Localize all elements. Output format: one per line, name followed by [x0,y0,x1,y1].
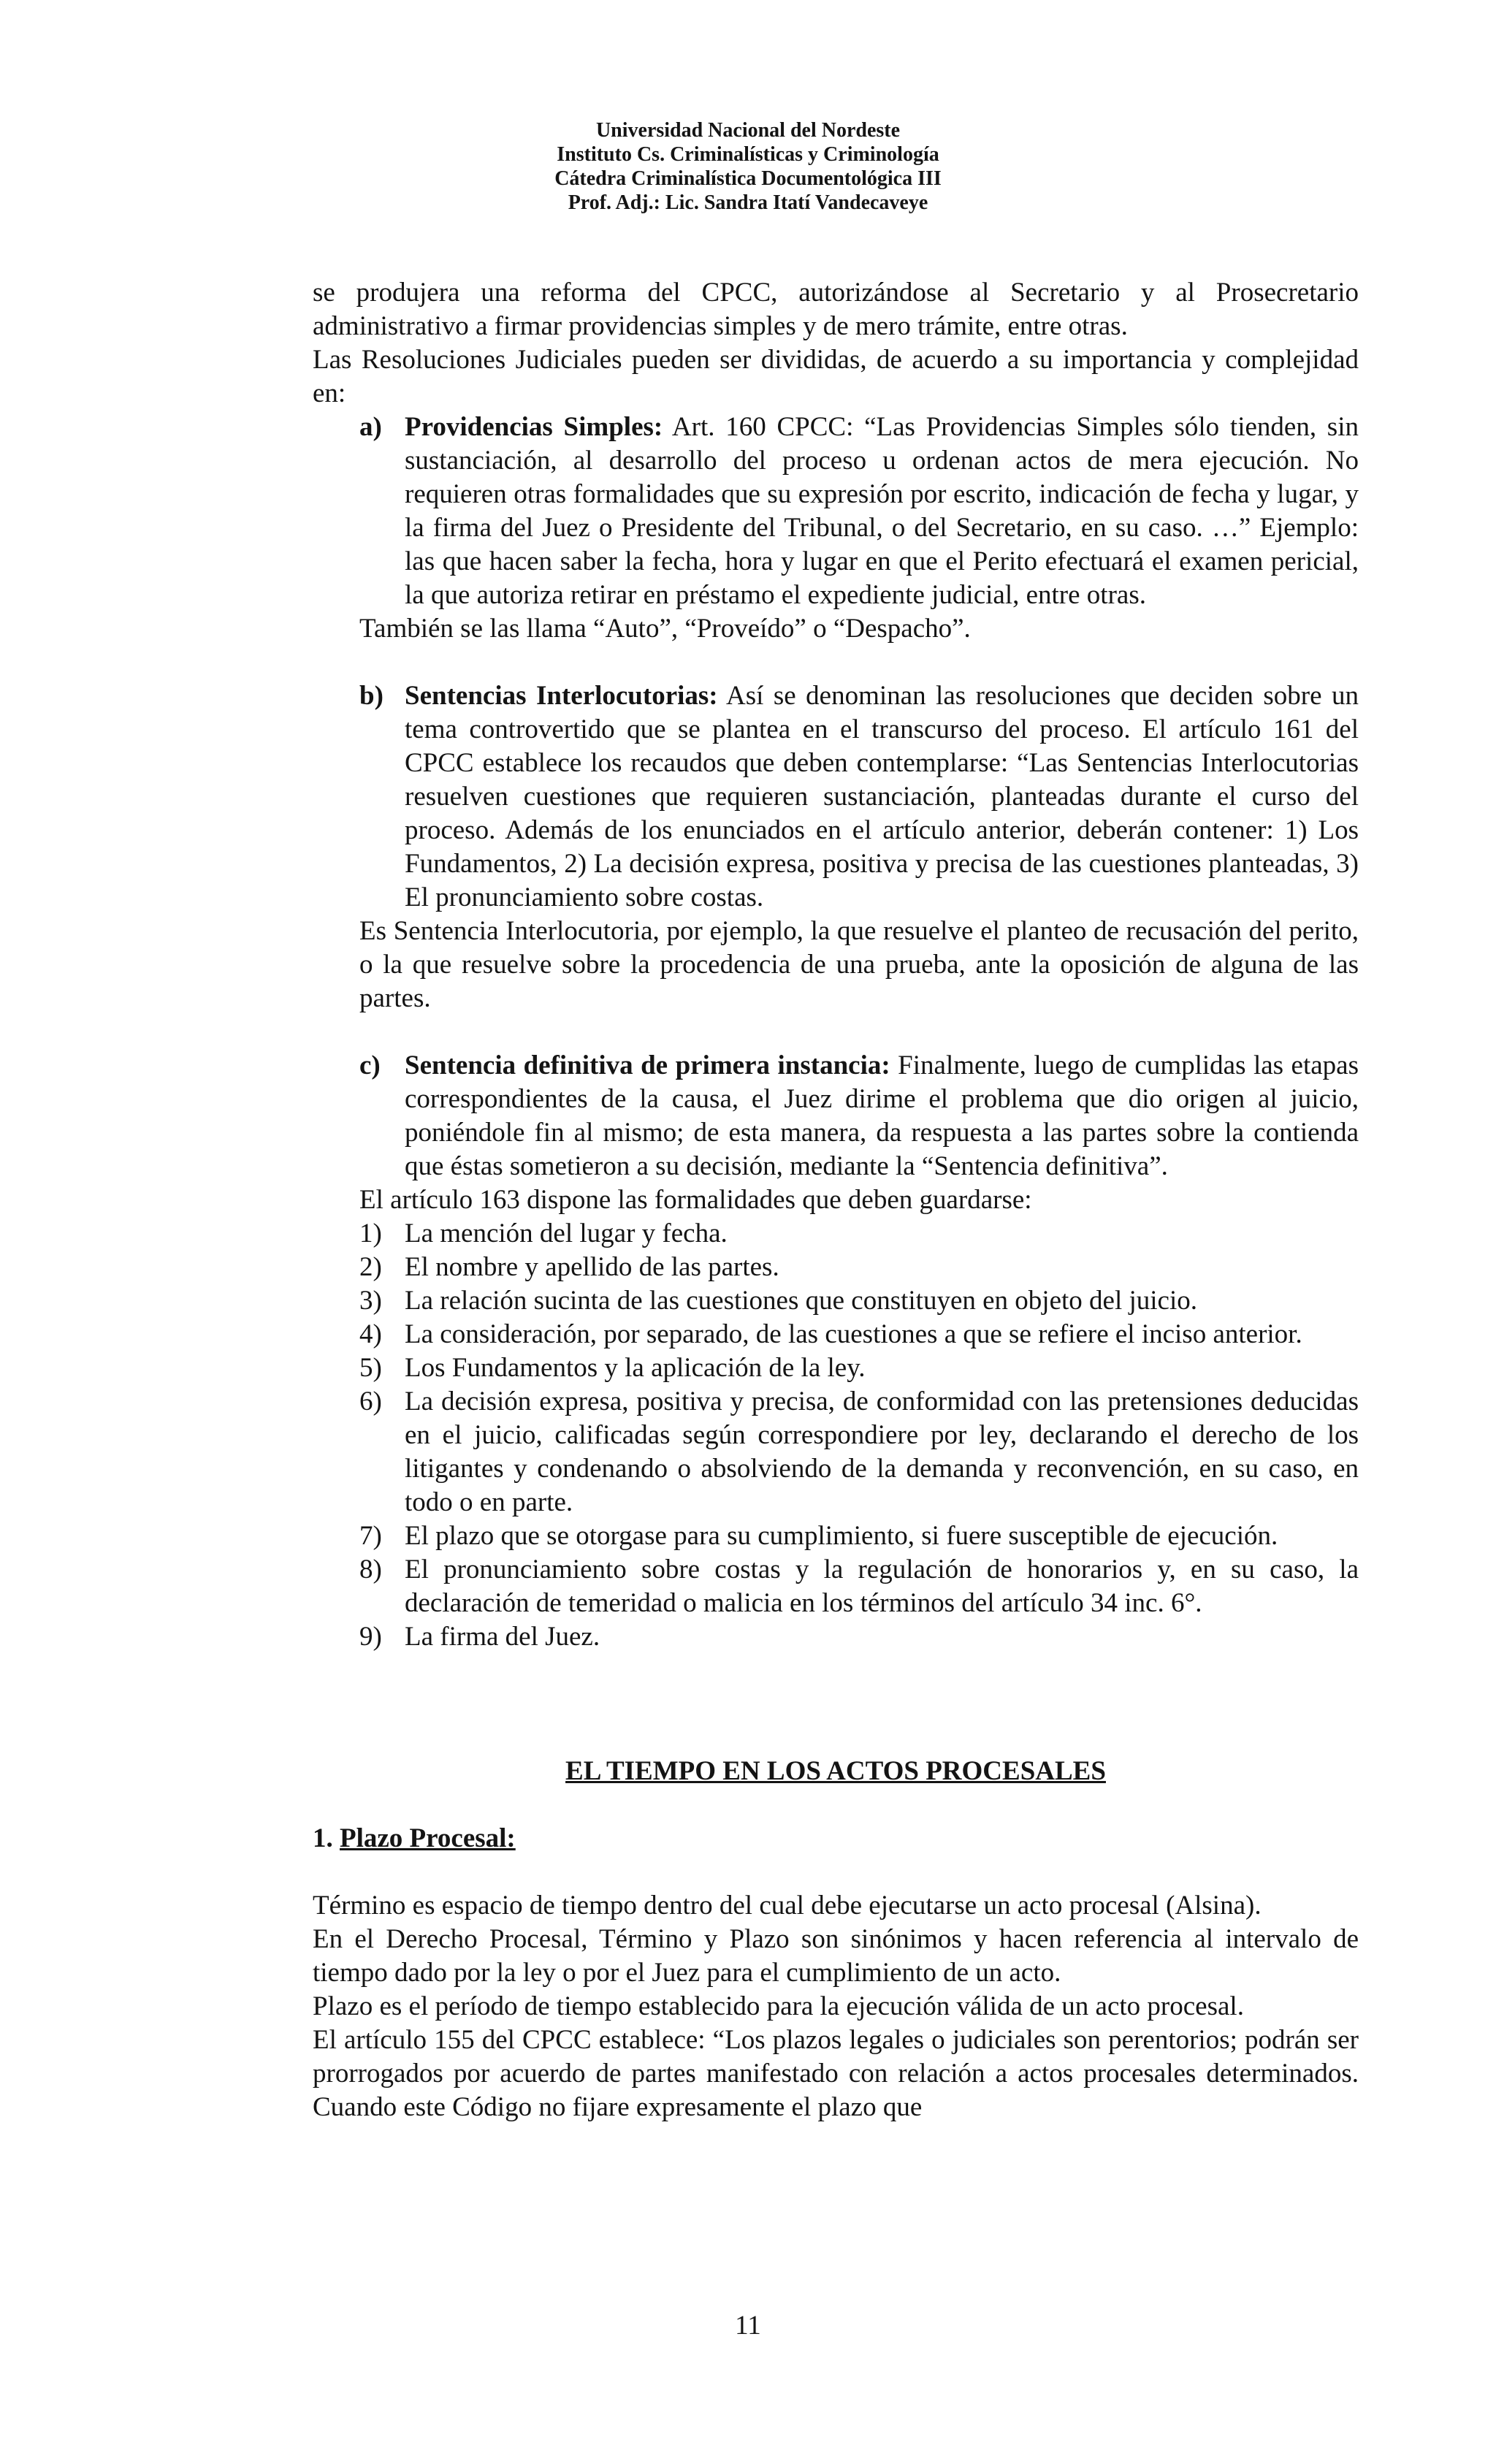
subsection-title: Plazo Procesal: [340,1823,516,1853]
formalities-list [359,1217,1359,1654]
header-university: Universidad Nacional del Nordeste [595,119,901,142]
list-item: 1) La mención del lugar y fecha. [359,1218,728,1248]
article-163-paragraph: El artículo 163 dispone las formalidades que deben guardarse: [359,1185,1032,1215]
item-label: c) [359,1050,381,1080]
list-item: 7) El plazo que se otorgase para su cumplimiento, si fuere susceptible de ejecución. [359,1521,1278,1551]
item-heading: Sentencia definitiva de primera instancia: [405,1050,890,1080]
list-item: 2) El nombre y apellido de las partes. [359,1252,779,1282]
document-body [313,276,1359,2124]
list-item: 3) La relación sucinta de las cuestiones que constituyen en objeto del juicio. [359,1286,1197,1316]
spacer [313,646,1359,679]
page-header [0,118,1496,215]
classification-paragraph: Las Resoluciones Judiciales pueden ser divididas, de acuerdo a su importancia y complejidad en: [313,345,1359,408]
list-item-providencias-simples [359,411,1359,612]
item-text: Finalmente, luego de cumplidas las etapas correspondientes de la causa, el Juez dirime el problema que dio origen al juicio, poniéndole fin al mismo; de esta manera, da respuesta a las partes sobre la contienda que éstas sometieron a su decisión, mediante la “Sentencia definitiva”. [405,1050,1359,1181]
deadline-definition-paragraph: Plazo es el período de tiempo establecido para la ejecución válida de un acto procesal. [313,1991,1244,2021]
also-called-paragraph: También se las llama “Auto”, “Proveído” o “Despacho”. [359,614,971,644]
list-item: 8) El pronunciamiento sobre costas y la regulación de honorarios y, en su caso, la declaración de temeridad o malicia en los términos del artículo 34 inc. 6°. [359,1555,1359,1618]
spacer [313,1855,1359,1889]
header-institute: Instituto Cs. Criminalísticas y Criminología [557,143,939,166]
header-professor: Prof. Adj.: Lic. Sandra Itatí Vandecaveye [568,191,928,214]
header-chair: Cátedra Criminalística Documentológica III [554,167,942,190]
list-item: 5) Los Fundamentos y la aplicación de la ley. [359,1353,866,1383]
spacer [313,1721,1359,1755]
term-definition-paragraph: Término es espacio de tiempo dentro del cual debe ejecutarse un acto procesal (Alsina). [313,1891,1262,1921]
list-item: 6) La decisión expresa, positiva y precisa, de conformidad con las pretensiones deducidas en el juicio, calificadas según correspondiere por ley, declarando el derecho de los litigantes y condenando o absolviendo de la demanda y reconvención, en su caso, en todo o en parte. [359,1387,1359,1517]
spacer [313,1687,1359,1721]
list-item-sentencia-definitiva [359,1049,1359,1183]
subsection-heading [313,1822,1359,1855]
list-item: 4) La consideración, por separado, de las cuestiones a que se refiere el inciso anterior. [359,1319,1302,1349]
item-text: Art. 160 CPCC: “Las Providencias Simples sólo tienden, sin sustanciación, al desarrollo del proceso u ordenan actos de mera ejecución. No requieren otras formalidades que su expresión por escrito, indicación de fecha y lugar, y la firma del Juez o Presidente del Tribunal, o del Secretario, en su caso. …” Ejemplo: las que hacen saber la fecha, hora y lugar en que el Perito efectuará el examen pericial, la que autoriza retirar en préstamo el expediente judicial, entre otras. [405,412,1359,610]
spacer [313,1654,1359,1687]
item-label: b) [359,681,383,711]
list-item-sentencias-interlocutorias [359,679,1359,915]
item-heading: Sentencias Interlocutorias: [405,681,718,711]
procedural-law-paragraph: En el Derecho Procesal, Término y Plazo son sinónimos y hacen referencia al intervalo de tiempo dado por la ley o por el Juez para el cumplimiento de un acto. [313,1924,1359,1988]
item-label: a) [359,412,382,442]
page-number: 11 [735,2311,761,2341]
section-title: EL TIEMPO EN LOS ACTOS PROCESALES [565,1756,1106,1786]
article-155-paragraph: El artículo 155 del CPCC establece: “Los plazos legales o judiciales son perentorios; podrán ser prorrogados por acuerdo de partes manifestado con relación a actos procesales determinados. Cuando este Código no fijare expresamente el plazo que [313,2025,1359,2122]
intro-paragraph: se produjera una reforma del CPCC, autorizándose al Secretario y al Prosecretario administrativo a firmar providencias simples y de mero trámite, entre otras. [313,278,1359,341]
item-text: Así se denominan las resoluciones que deciden sobre un tema controvertido que se plantea en el transcurso del proceso. El artículo 161 del CPCC establece los recaudos que deben contemplarse: “Las Sentencias Interlocutorias resuelven cuestiones que requieren sustanciación, planteadas durante el curso del proceso. Además de los enunciados en el artículo anterior, deberán contener: 1) Los Fundamentos, 2) La decisión expresa, positiva y precisa de las cuestiones planteadas, 3) El pronunciamiento sobre costas. [405,681,1359,912]
item-heading: Providencias Simples: [405,412,663,442]
spacer [313,1788,1359,1822]
subsection-number: 1. [313,1823,333,1853]
list-item: 9) La firma del Juez. [359,1622,600,1652]
interlocutoria-example-paragraph: Es Sentencia Interlocutoria, por ejemplo, la que resuelve el planteo de recusación del perito, o la que resuelve sobre la procedencia de una prueba, ante la oposición de alguna de las partes. [359,916,1359,1013]
spacer [313,1015,1359,1049]
